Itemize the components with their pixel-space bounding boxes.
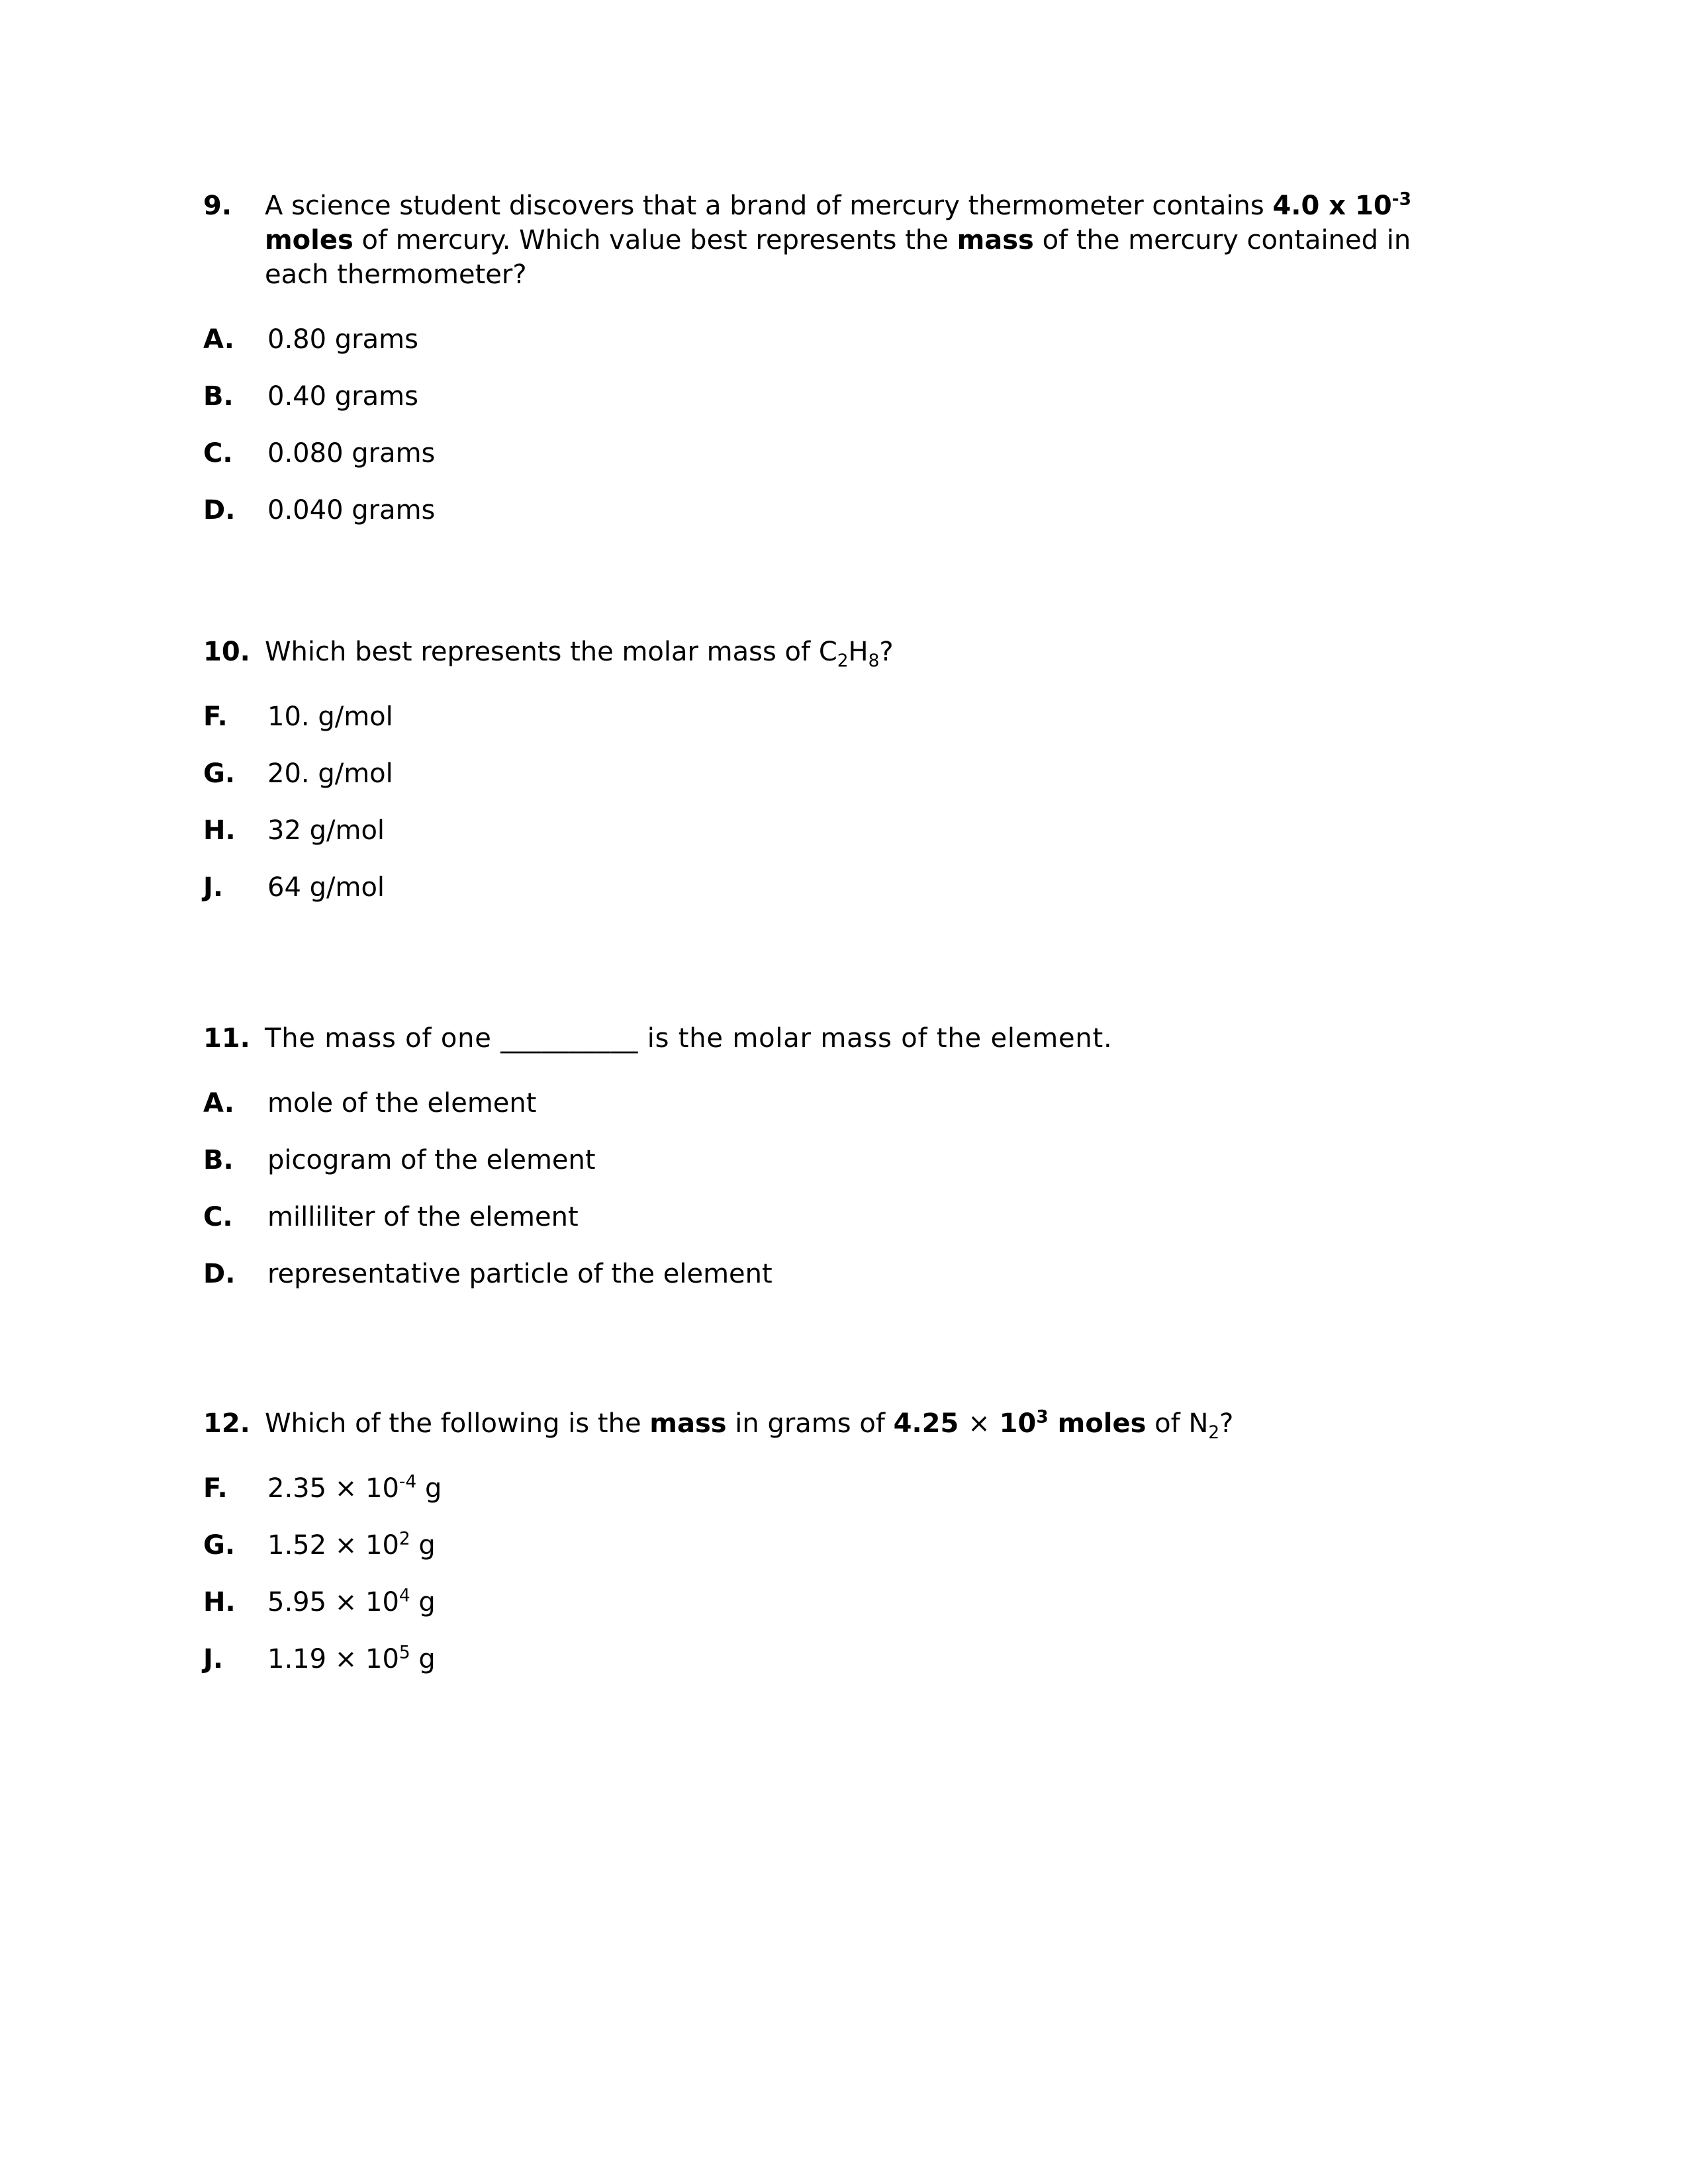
choice-text: representative particle of the element <box>267 1259 773 1289</box>
choice-letter: C. <box>203 1202 233 1232</box>
q9-part-4: of mercury. Which value best represents the <box>353 225 957 255</box>
question-10-number: 10. <box>203 637 250 667</box>
choice-letter: B. <box>203 381 234 412</box>
choice-9-d[interactable] <box>203 493 1470 527</box>
question-11-choices <box>203 1086 1470 1291</box>
choice-letter: C. <box>203 438 233 469</box>
question-11-text: The mass of one __________ is the molar mass of the element. <box>265 1023 1113 1054</box>
choice-text: 20. g/mol <box>267 758 393 789</box>
question-12-stem <box>203 1406 1470 1441</box>
q9-part-6: of the mercury contained in each thermometer? <box>265 225 1411 290</box>
choice-letter: G. <box>203 1530 236 1561</box>
choice-unit: g <box>410 1644 436 1674</box>
question-9 <box>203 189 1470 527</box>
q12-part-1: mass <box>649 1408 727 1439</box>
choice-letter: J. <box>203 1644 224 1674</box>
choice-letter: B. <box>203 1145 234 1175</box>
choice-letter: F. <box>203 702 228 732</box>
choice-10-g[interactable] <box>203 756 1470 791</box>
choice-text: 64 g/mol <box>267 872 385 903</box>
q9-part-3: moles <box>265 225 353 255</box>
choice-text <box>267 1585 1470 1619</box>
choice-11-c[interactable] <box>203 1200 1470 1234</box>
q9-part-1: 4.0 x 10 <box>1272 191 1392 221</box>
question-10-stem <box>203 635 1470 669</box>
q9-part-5: mass <box>957 225 1034 255</box>
q10-part-4: ? <box>879 637 894 667</box>
choice-text: milliliter of the element <box>267 1202 579 1232</box>
question-12 <box>203 1406 1470 1676</box>
choice-exponent: -4 <box>399 1471 417 1492</box>
choice-10-j[interactable] <box>203 870 1470 905</box>
choice-letter: D. <box>203 495 236 525</box>
choice-letter: H. <box>203 815 236 846</box>
choice-11-b[interactable] <box>203 1143 1470 1177</box>
question-10-choices <box>203 700 1470 905</box>
q10-part-0: Which best represents the molar mass of C <box>265 637 837 667</box>
choice-unit: g <box>410 1587 436 1617</box>
choice-9-b[interactable] <box>203 379 1470 414</box>
spacer-before-question-11 <box>203 927 1470 1021</box>
q12-part-10: ? <box>1219 1408 1234 1439</box>
question-11 <box>203 1021 1470 1291</box>
choice-text <box>267 1471 1470 1506</box>
choice-10-h[interactable] <box>203 813 1470 848</box>
choice-text: picogram of the element <box>267 1145 596 1175</box>
question-9-choices <box>203 322 1470 527</box>
question-11-stem <box>203 1021 1470 1056</box>
choice-text <box>267 1528 1470 1563</box>
choice-unit: g <box>410 1530 436 1561</box>
question-9-text <box>265 189 1470 292</box>
choice-unit: g <box>416 1473 442 1504</box>
choice-10-f[interactable] <box>203 700 1470 734</box>
q12-part-9: 2 <box>1208 1422 1220 1443</box>
choice-text: 0.80 grams <box>267 324 418 355</box>
choice-12-g[interactable] <box>203 1528 1470 1563</box>
q12-part-7: moles <box>1048 1408 1147 1439</box>
choice-9-a[interactable] <box>203 322 1470 357</box>
q12-part-8: of N <box>1146 1408 1209 1439</box>
choice-letter: A. <box>203 324 234 355</box>
choice-11-d[interactable] <box>203 1257 1470 1291</box>
choice-letter: H. <box>203 1587 236 1617</box>
q10-part-2: H <box>848 637 868 667</box>
q12-part-3: 4.25 <box>893 1408 968 1439</box>
choice-exponent: 2 <box>399 1528 410 1549</box>
q12-part-0: Which of the following is the <box>265 1408 650 1439</box>
spacer-before-question-12 <box>203 1314 1470 1406</box>
choice-text <box>267 1642 1470 1676</box>
question-10 <box>203 635 1470 905</box>
choice-mantissa: 5.95 × 10 <box>267 1587 399 1617</box>
q12-part-2: in grams of <box>726 1408 894 1439</box>
choice-12-f[interactable] <box>203 1471 1470 1506</box>
spacer-before-question-10 <box>203 550 1470 635</box>
choice-letter: J. <box>203 872 224 903</box>
question-9-number: 9. <box>203 191 232 221</box>
question-12-text <box>265 1406 1470 1441</box>
choice-text: 0.080 grams <box>267 438 436 469</box>
choice-11-a[interactable] <box>203 1086 1470 1120</box>
q9-part-0: A science student discovers that a brand of mercury thermometer contains <box>265 191 1273 221</box>
choice-letter: F. <box>203 1473 228 1504</box>
choice-9-c[interactable] <box>203 436 1470 471</box>
choice-text: 0.040 grams <box>267 495 436 525</box>
question-9-stem <box>203 189 1470 292</box>
choice-letter: D. <box>203 1259 236 1289</box>
choice-mantissa: 1.52 × 10 <box>267 1530 399 1561</box>
q12-part-4: × <box>968 1408 990 1439</box>
choice-text: 0.40 grams <box>267 381 418 412</box>
choice-12-h[interactable] <box>203 1585 1470 1619</box>
choice-text: mole of the element <box>267 1088 537 1118</box>
question-10-text <box>265 635 1470 669</box>
choice-text: 10. g/mol <box>267 702 393 732</box>
choice-text: 32 g/mol <box>267 815 385 846</box>
choice-mantissa: 2.35 × 10 <box>267 1473 399 1504</box>
choice-mantissa: 1.19 × 10 <box>267 1644 399 1674</box>
q9-part-2: -3 <box>1391 189 1411 210</box>
choice-letter: A. <box>203 1088 234 1118</box>
q10-part-3: 8 <box>868 651 880 671</box>
choice-letter: G. <box>203 758 236 789</box>
q12-part-5: 10 <box>990 1408 1037 1439</box>
choice-12-j[interactable] <box>203 1642 1470 1676</box>
q10-part-1: 2 <box>837 651 849 671</box>
choice-exponent: 4 <box>399 1585 410 1606</box>
choice-exponent: 5 <box>399 1642 410 1663</box>
q12-part-6: 3 <box>1036 1406 1049 1428</box>
question-11-number: 11. <box>203 1023 250 1054</box>
question-12-choices <box>203 1471 1470 1676</box>
question-12-number: 12. <box>203 1408 250 1439</box>
